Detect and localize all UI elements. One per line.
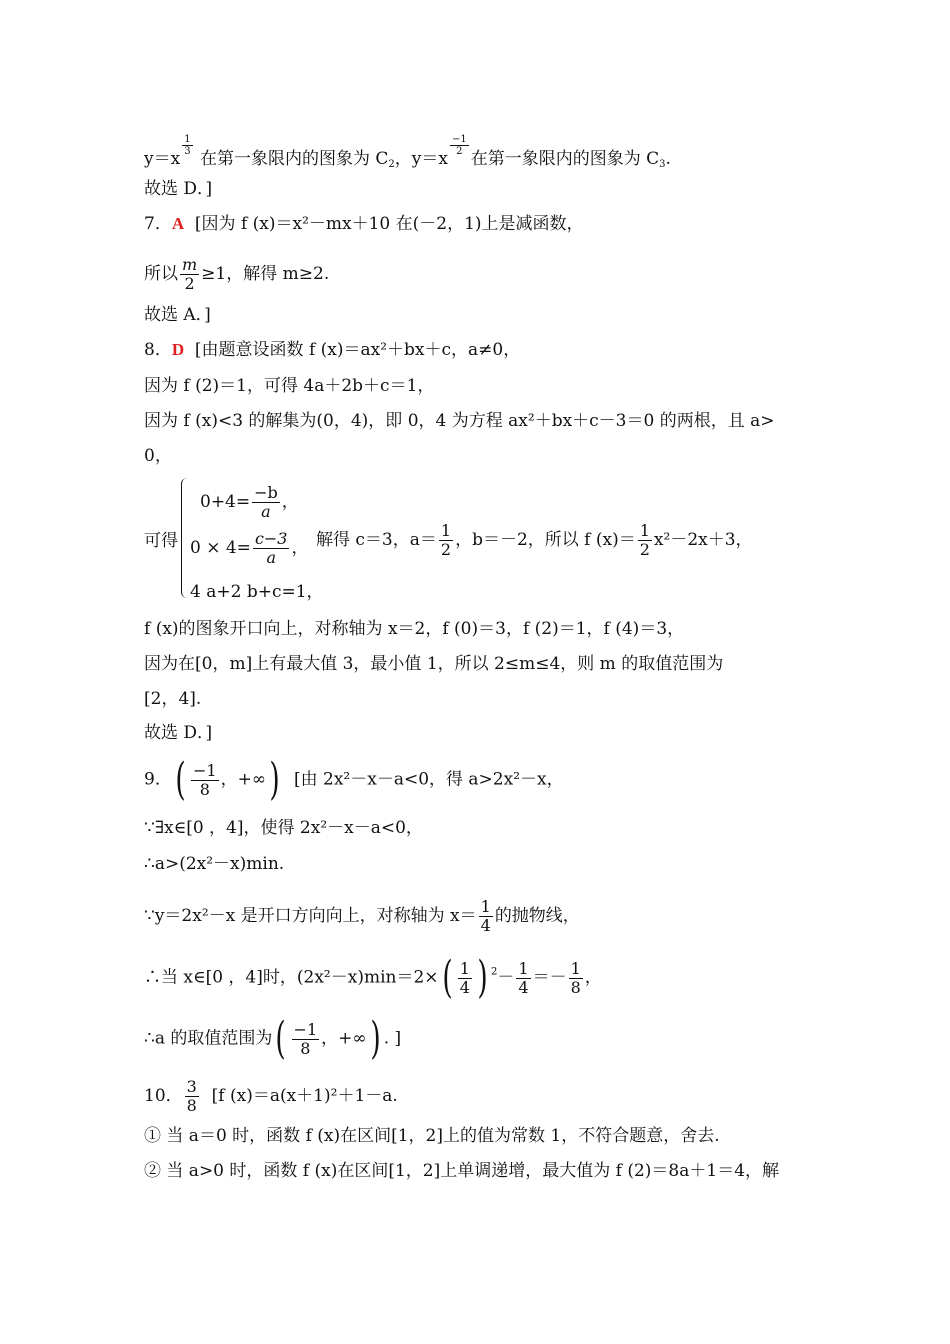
text: ，y＝x: [394, 149, 448, 169]
q-number: 8．: [144, 340, 172, 360]
q10-line2: ① 当 a＝0 时，函数 f (x)在区间[1，2]上的值为常数 1，不符合题意，舍去.: [144, 1126, 720, 1146]
q8-line4: 0，: [144, 446, 172, 466]
fraction: $\frac{1}{4}$: [480, 897, 491, 935]
q8-line8: [2，4].: [144, 689, 202, 709]
text: ≥1，解得 m≥2.: [201, 264, 330, 284]
text: 在第一象限内的图象为 C: [199, 149, 389, 169]
q9-line4: ∵y＝2x²－x 是开口方向向上，对称轴为 x＝ $\frac{1}{4}$ 的抛物线，: [144, 897, 580, 935]
q7-line3: 故选 A．]: [144, 305, 211, 325]
fraction: $\frac{-b}{a}$: [254, 483, 278, 521]
q8-sys-lead: 可得: [144, 531, 178, 551]
text: y＝x: [144, 149, 181, 169]
subscript: 2: [388, 159, 395, 170]
q8-header: [144, 339, 520, 361]
q-number: 9．: [144, 769, 172, 790]
q-number: 10．: [144, 1086, 183, 1106]
paren: ): [269, 754, 280, 805]
q8-line9: 故选 D．]: [144, 723, 213, 743]
line-2: 故选 D．]: [144, 179, 213, 199]
line-1: [144, 134, 671, 170]
q9-line3: ∴a>(2x²－x)min.: [144, 854, 285, 874]
paren: (: [175, 754, 186, 805]
system-row-2: 0 × 4= $\frac{c-3}{a}$ ，: [190, 529, 309, 567]
text: [f (x)＝a(x＋1)²＋1－a.: [211, 1086, 398, 1106]
answer-letter: A: [171, 214, 185, 233]
brace: [181, 478, 190, 598]
q8-line2: 因为 f (2)＝1，可得 4a＋2b＋c＝1，: [144, 376, 435, 396]
q9-line2: ∵∃x∈[0 ，4]，使得 2x²－x－a<0，: [144, 818, 423, 838]
fraction: $\frac{1}{8}$: [570, 958, 581, 997]
text: .: [665, 149, 671, 169]
q10-header: [144, 1078, 398, 1115]
q7-line2: [144, 256, 329, 293]
system-row-1: 0+4= $\frac{-b}{a}$ ，: [200, 483, 299, 521]
exponent-fraction: $\frac{1}{3}$: [184, 134, 191, 157]
fraction: $\frac{m}{2}$: [182, 255, 198, 293]
exponent-fraction: $\frac{-1}{2}$: [451, 134, 467, 157]
q10-line3: ② 当 a>0 时，函数 f (x)在区间[1，2]上单调递增，最大值为 f (2)＝8a＋1＝4，解: [144, 1161, 780, 1181]
fraction: $\frac{-1}{8}$: [293, 1019, 318, 1058]
fraction: $\frac{1}{2}$: [639, 521, 650, 559]
fraction: $\frac{1}{4}$: [518, 958, 529, 997]
subscript: 3: [659, 159, 666, 170]
q8-line7: 因为在[0，m]上有最大值 3，最小值 1，所以 2≤m≤4，则 m 的取值范围为: [144, 654, 724, 674]
q8-line6: f (x)的图象开口向上，对称轴为 x＝2，f (0)＝3，f (2)＝1，f (4)＝3，: [144, 619, 685, 639]
q7-header: [144, 213, 584, 235]
text: [由题意设函数 f (x)＝ax²＋bx＋c，a≠0，: [194, 340, 521, 360]
text: 所以: [144, 264, 178, 284]
answer-letter: D: [171, 340, 185, 359]
q9-line6: ∴a 的取值范围为( $\frac{-1}{8}$ ，+∞) . ]: [144, 1013, 402, 1064]
fraction: $\frac{c-3}{a}$: [254, 529, 288, 567]
q9-line5: ∴当 x∈[0 ，4]时，(2x²－x)min＝2×( $\frac{1}{4}$ ) $^2$－ $\frac{1}{4}$ ＝－ $\frac{1}{8}$ ，: [144, 952, 602, 1003]
fraction: $\frac{-1}{8}$: [193, 760, 217, 799]
q9-header: [144, 754, 564, 805]
answer-fraction: $\frac{3}{8}$: [186, 1077, 197, 1115]
text: 在第一象限内的图象为 C: [470, 149, 660, 169]
q8-solution: 解得 c＝3，a＝ $\frac{1}{2}$ ，b＝－2，所以 f (x)＝ $\frac{1}{2}$ x²－2x＋3，: [316, 521, 753, 559]
text: [由 2x²－x－a<0，得 a>2x²－x，: [293, 769, 564, 790]
text: [因为 f (x)＝x²－mx＋10 在(－2，1)上是减函数，: [194, 214, 584, 234]
fraction: $\frac{1}{2}$: [440, 521, 452, 559]
fraction: $\frac{1}{4}$: [459, 958, 470, 997]
text: ，+∞: [220, 769, 266, 790]
system-row-3: 4 a+2 b+c=1，: [190, 582, 324, 602]
q-number: 7．: [144, 214, 172, 234]
q8-line3: 因为 f (x)<3 的解集为(0，4)，即 0，4 为方程 ax²＋bx＋c－3＝0 的两根，且 a>: [144, 411, 775, 431]
